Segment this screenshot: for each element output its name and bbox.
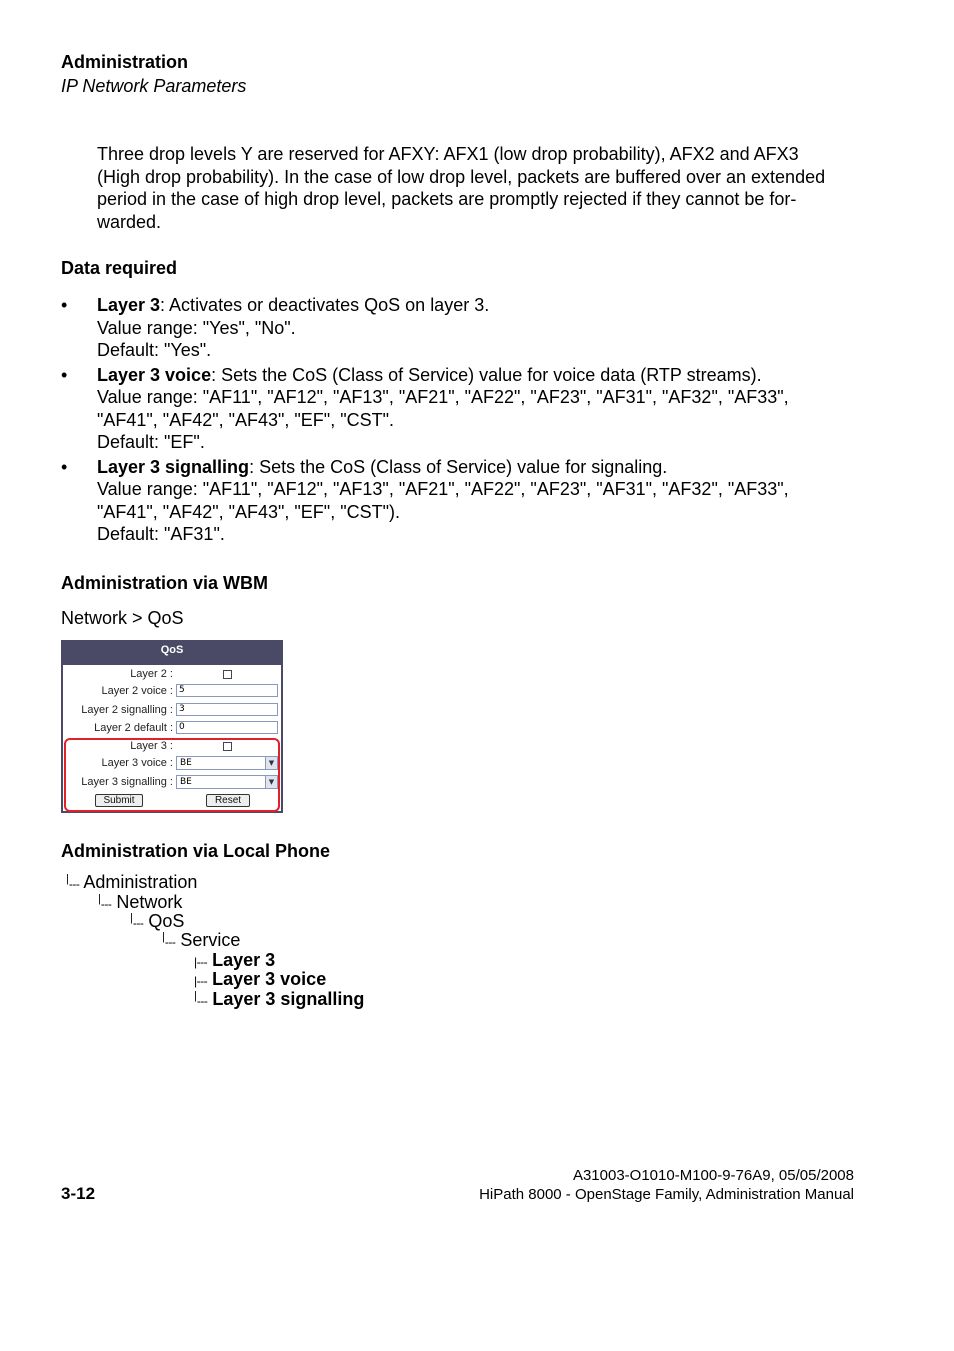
layer3-voice-value: BE bbox=[180, 758, 192, 768]
layer2-default-row bbox=[63, 720, 281, 736]
data-required-list bbox=[61, 294, 861, 548]
layer3-highlight-box bbox=[64, 738, 280, 812]
layer2-label: Layer 2 : bbox=[130, 668, 173, 680]
tree-node-layer3: |--- Layer 3 bbox=[194, 950, 276, 970]
tree-node-qos: |--- QoS bbox=[130, 911, 185, 931]
qos-form-screenshot bbox=[61, 640, 283, 813]
layer2-default-input[interactable]: 0 bbox=[176, 721, 278, 734]
intro-line: warded. bbox=[97, 211, 162, 232]
item-line: Value range: "Yes", "No". bbox=[97, 317, 296, 338]
tree-node-service: |--- Service bbox=[162, 930, 241, 950]
item-line: Default: "Yes". bbox=[97, 340, 212, 360]
layer2-voice-label: Layer 2 voice : bbox=[101, 685, 173, 697]
item-line: Value range: "AF11", "AF12", "AF13", "AF21", "AF22", "AF23", "AF31", "AF32", "AF33", bbox=[97, 479, 789, 499]
layer2-default-label: Layer 2 default : bbox=[94, 722, 173, 734]
list-item bbox=[61, 364, 861, 454]
intro-paragraph bbox=[97, 143, 857, 233]
layer2-signalling-input[interactable]: 3 bbox=[176, 703, 278, 716]
tree-node-administration: |--- Administration bbox=[66, 872, 198, 892]
reset-button[interactable]: Reset bbox=[206, 794, 250, 807]
data-required-heading: Data required bbox=[61, 258, 178, 278]
item-line: Default: "AF31". bbox=[97, 524, 225, 544]
layer3-signalling-label: Layer 3 signalling : bbox=[81, 776, 173, 788]
chevron-down-icon[interactable]: ▼ bbox=[265, 776, 277, 788]
tree-node-network: |--- Network bbox=[98, 892, 183, 912]
layer2-checkbox[interactable] bbox=[223, 670, 232, 679]
layer3-label: Layer 3 : bbox=[130, 740, 173, 752]
page-number: 3-12 bbox=[61, 1184, 96, 1203]
item-line: "AF41", "AF42", "AF43", "EF", "CST". bbox=[97, 409, 394, 430]
wbm-heading: Administration via WBM bbox=[61, 573, 269, 593]
tree-node-layer3-signalling: |--- Layer 3 signalling bbox=[194, 989, 365, 1009]
submit-button[interactable]: Submit bbox=[95, 794, 143, 807]
bullet-icon: • bbox=[61, 364, 68, 385]
layer2-signalling-label: Layer 2 signalling : bbox=[81, 704, 173, 716]
tree-node-layer3-voice: |--- Layer 3 voice bbox=[194, 969, 327, 989]
layer2-signalling-row bbox=[63, 702, 281, 718]
item-line: Default: "EF". bbox=[97, 432, 205, 452]
item-desc: : Sets the CoS (Class of Service) value for voice data (RTP streams). bbox=[211, 364, 762, 385]
qos-form-title: QoS bbox=[160, 644, 184, 656]
item-name: Layer 3 voice bbox=[97, 364, 212, 385]
item-name: Layer 3 bbox=[97, 295, 161, 315]
footer-info bbox=[479, 1166, 854, 1204]
layer3-signalling-value: BE bbox=[180, 777, 192, 787]
intro-line: Three drop levels Y are reserved for AFXY: AFX1 (low drop probability), AFX2 and AFX3 bbox=[97, 144, 799, 164]
item-line: "AF41", "AF42", "AF43", "EF", "CST"). bbox=[97, 501, 400, 522]
item-name: Layer 3 signalling bbox=[97, 456, 250, 477]
item-desc: : Activates or deactivates QoS on layer 3. bbox=[160, 295, 490, 315]
item-desc: : Sets the CoS (Class of Service) value for signaling. bbox=[249, 456, 668, 477]
doc-title: HiPath 8000 - OpenStage Family, Administration Manual bbox=[479, 1186, 854, 1203]
intro-line: (High drop probability). In the case of low drop level, packets are buffered over an extended bbox=[97, 166, 826, 187]
chevron-down-icon[interactable]: ▼ bbox=[265, 757, 277, 769]
list-item bbox=[61, 456, 861, 546]
wbm-nav-path: Network > QoS bbox=[61, 608, 184, 628]
layer2-voice-row bbox=[63, 683, 281, 699]
layer3-voice-label: Layer 3 voice : bbox=[101, 757, 173, 769]
intro-line: period in the case of high drop level, packets are promptly rejected if they cannot be for- bbox=[97, 189, 797, 209]
local-phone-heading: Administration via Local Phone bbox=[61, 841, 331, 861]
list-item bbox=[61, 294, 861, 362]
section-subtitle: IP Network Parameters bbox=[61, 76, 247, 96]
bullet-icon: • bbox=[61, 456, 68, 477]
item-line: Value range: "AF11", "AF12", "AF13", "AF21", "AF22", "AF23", "AF31", "AF32", "AF33", bbox=[97, 387, 789, 407]
section-title: Administration bbox=[61, 52, 189, 72]
qos-form-body bbox=[63, 665, 281, 811]
doc-id: A31003-O1010-M100-9-76A9, 05/05/2008 bbox=[572, 1167, 854, 1184]
layer2-row bbox=[63, 666, 281, 682]
bullet-icon: • bbox=[61, 295, 68, 315]
layer2-voice-input[interactable]: 5 bbox=[176, 684, 278, 697]
